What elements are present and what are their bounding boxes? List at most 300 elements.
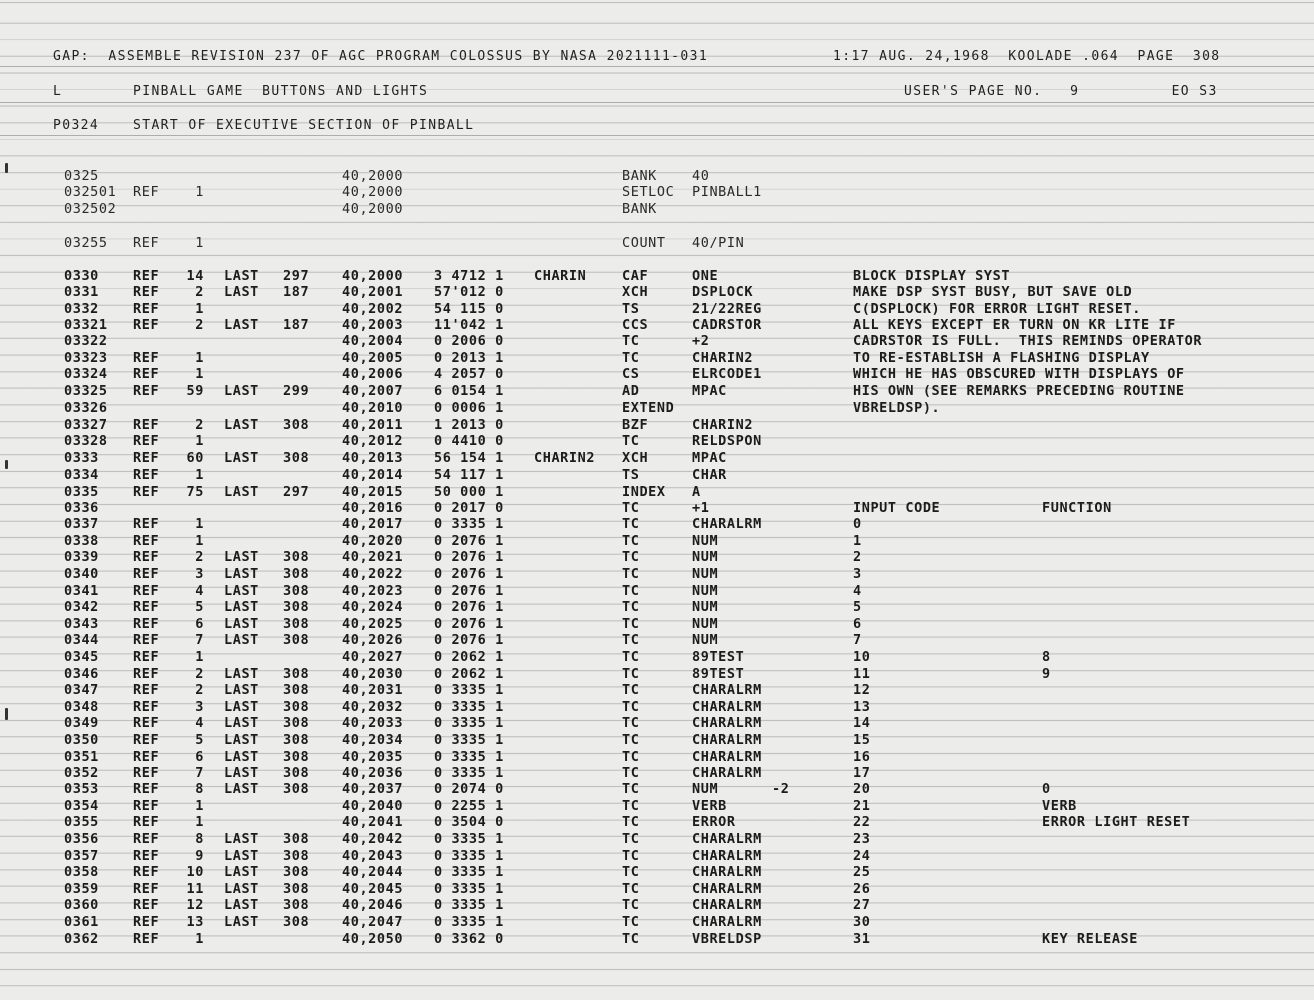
operand: CHARALRM: [692, 715, 762, 731]
listing-row: [0, 682, 1314, 698]
listing-row: [0, 831, 1314, 847]
address: 40,2035: [342, 749, 404, 765]
octal-code: 0 3362 0: [434, 931, 504, 947]
last-tag: LAST: [224, 632, 259, 648]
comment: 15: [853, 732, 871, 748]
ref-count: 11: [186, 881, 204, 897]
listing-row: [0, 184, 1314, 200]
address: 40,2011: [342, 417, 404, 433]
octal-code: 0 3335 1: [434, 682, 504, 698]
last-tag: LAST: [224, 914, 259, 930]
loc: 0349: [64, 715, 99, 731]
opcode: TC: [622, 632, 640, 648]
address: 40,2000: [342, 168, 404, 184]
last-page: 308: [283, 732, 310, 748]
ref: REF: [133, 516, 160, 532]
address: 40,2045: [342, 881, 404, 897]
operand: CADRSTOR: [692, 317, 762, 333]
octal-code: 0 3335 1: [434, 699, 504, 715]
loc: 03323: [64, 350, 108, 366]
address: 40,2020: [342, 533, 404, 549]
last-page: 308: [283, 765, 310, 781]
address: 40,2016: [342, 500, 404, 516]
operand: ONE: [692, 268, 719, 284]
last-page: 297: [283, 484, 310, 500]
octal-code: 56 154 1: [434, 450, 504, 466]
comment: 30: [853, 914, 871, 930]
last-page: 308: [283, 781, 310, 797]
comment: 0: [853, 516, 862, 532]
loc: 0360: [64, 897, 99, 913]
ref: REF: [133, 599, 160, 615]
address: 40,2010: [342, 400, 404, 416]
last-page: 308: [283, 616, 310, 632]
section-loc: P0324: [53, 118, 100, 133]
comment: 1: [853, 533, 862, 549]
opcode: TC: [622, 616, 640, 632]
last-page: 308: [283, 549, 310, 565]
ref-count: 5: [195, 599, 204, 615]
last-page: 308: [283, 417, 310, 433]
loc: 0358: [64, 864, 99, 880]
opcode: CS: [622, 366, 640, 382]
ref: REF: [133, 914, 160, 930]
comment-function: 9: [1042, 666, 1051, 682]
operand: CHARALRM: [692, 914, 762, 930]
opcode: TC: [622, 914, 640, 930]
comment: 20: [853, 781, 871, 797]
last-tag: LAST: [224, 417, 259, 433]
ref-count: 75: [186, 484, 204, 500]
last-page: 187: [283, 317, 310, 333]
operand: CHARALRM: [692, 682, 762, 698]
last-tag: LAST: [224, 831, 259, 847]
loc: 0335: [64, 484, 99, 500]
last-tag: LAST: [224, 848, 259, 864]
octal-code: 0 3335 1: [434, 881, 504, 897]
ref-count: 8: [195, 781, 204, 797]
ref: REF: [133, 831, 160, 847]
address: 40,2000: [342, 268, 404, 284]
address: 40,2033: [342, 715, 404, 731]
ref: REF: [133, 484, 160, 500]
octal-code: 6 0154 1: [434, 383, 504, 399]
ref: REF: [133, 533, 160, 549]
operand: CHARALRM: [692, 765, 762, 781]
ref-count: 1: [195, 649, 204, 665]
last-page: 308: [283, 450, 310, 466]
listing-row: [0, 765, 1314, 781]
last-tag: LAST: [224, 383, 259, 399]
loc: 0359: [64, 881, 99, 897]
comment: 3: [853, 566, 862, 582]
ref-count: 1: [195, 184, 204, 200]
octal-code: 0 2255 1: [434, 798, 504, 814]
ref: REF: [133, 699, 160, 715]
octal-code: 1 2013 0: [434, 417, 504, 433]
comment: BLOCK DISPLAY SYST: [853, 268, 1011, 284]
operand: PINBALL1: [692, 184, 762, 200]
operand: 89TEST: [692, 666, 745, 682]
loc: 03322: [64, 333, 108, 349]
loc: 032501: [64, 184, 117, 200]
operand: VERB: [692, 798, 727, 814]
ref-count: 10: [186, 864, 204, 880]
operand: 89TEST: [692, 649, 745, 665]
operand: 40/PIN: [692, 235, 745, 251]
address: 40,2031: [342, 682, 404, 698]
opcode: TS: [622, 467, 640, 483]
date-page-header: 1:17 AUG. 24,1968 KOOLADE .064 PAGE 308: [833, 49, 1221, 64]
last-page: 308: [283, 566, 310, 582]
last-tag: LAST: [224, 864, 259, 880]
loc: 0338: [64, 533, 99, 549]
operand: CHARALRM: [692, 699, 762, 715]
ref: REF: [133, 814, 160, 830]
listing-row: [0, 450, 1314, 466]
loc: 0356: [64, 831, 99, 847]
comment: 31: [853, 931, 871, 947]
octal-code: 0 2074 0: [434, 781, 504, 797]
loc: 0332: [64, 301, 99, 317]
octal-code: 0 3335 1: [434, 732, 504, 748]
address: 40,2036: [342, 765, 404, 781]
ref-count: 2: [195, 666, 204, 682]
last-tag: LAST: [224, 583, 259, 599]
last-page: 308: [283, 632, 310, 648]
opcode: TC: [622, 516, 640, 532]
opcode: SETLOC: [622, 184, 675, 200]
ref-count: 6: [195, 616, 204, 632]
ref: REF: [133, 235, 160, 251]
loc: 0347: [64, 682, 99, 698]
address: 40,2027: [342, 649, 404, 665]
address: 40,2007: [342, 383, 404, 399]
last-page: 297: [283, 268, 310, 284]
comment: ALL KEYS EXCEPT ER TURN ON KR LITE IF: [853, 317, 1176, 333]
opcode: TC: [622, 583, 640, 599]
opcode: TC: [622, 848, 640, 864]
last-page: 308: [283, 897, 310, 913]
ref: REF: [133, 798, 160, 814]
operand: ELRCODE1: [692, 366, 762, 382]
last-page: 308: [283, 599, 310, 615]
octal-code: 0 2076 1: [434, 566, 504, 582]
ref-count: 2: [195, 549, 204, 565]
octal-code: 0 2076 1: [434, 549, 504, 565]
opcode: TC: [622, 333, 640, 349]
listing-row: [0, 201, 1314, 217]
loc: 0362: [64, 931, 99, 947]
operand: CHARALRM: [692, 864, 762, 880]
opcode: TC: [622, 732, 640, 748]
comment: 7: [853, 632, 862, 648]
listing-row: [0, 864, 1314, 880]
label: CHARIN2: [534, 450, 596, 466]
loc: 03327: [64, 417, 108, 433]
octal-code: 11'042 1: [434, 317, 504, 333]
address: 40,2000: [342, 201, 404, 217]
address: 40,2037: [342, 781, 404, 797]
comment: 27: [853, 897, 871, 913]
address: 40,2030: [342, 666, 404, 682]
last-tag: LAST: [224, 616, 259, 632]
operand: NUM: [692, 549, 719, 565]
operand: NUM: [692, 583, 719, 599]
operand: NUM: [692, 632, 719, 648]
ref: REF: [133, 864, 160, 880]
loc: 0357: [64, 848, 99, 864]
ref: REF: [133, 765, 160, 781]
comment: 6: [853, 616, 862, 632]
operand: ERROR: [692, 814, 736, 830]
section-subtitle: START OF EXECUTIVE SECTION OF PINBALL: [133, 118, 475, 133]
opcode: TC: [622, 666, 640, 682]
operand: VBRELDSP: [692, 931, 762, 947]
address: 40,2047: [342, 914, 404, 930]
last-tag: LAST: [224, 549, 259, 565]
address: 40,2024: [342, 599, 404, 615]
loc: 0348: [64, 699, 99, 715]
loc: 0350: [64, 732, 99, 748]
listing-row: [0, 383, 1314, 399]
octal-code: 4 2057 0: [434, 366, 504, 382]
opcode: TS: [622, 301, 640, 317]
listing-row: [0, 350, 1314, 366]
opcode: XCH: [622, 284, 649, 300]
address: 40,2013: [342, 450, 404, 466]
opcode: TC: [622, 831, 640, 847]
ref: REF: [133, 583, 160, 599]
ref: REF: [133, 649, 160, 665]
address: 40,2005: [342, 350, 404, 366]
address: 40,2041: [342, 814, 404, 830]
ref-count: 2: [195, 284, 204, 300]
octal-code: 0 3335 1: [434, 914, 504, 930]
ref-count: 1: [195, 433, 204, 449]
loc: 0344: [64, 632, 99, 648]
comment: 16: [853, 749, 871, 765]
last-tag: LAST: [224, 732, 259, 748]
opcode: TC: [622, 549, 640, 565]
comment: 23: [853, 831, 871, 847]
octal-code: 0 2062 1: [434, 649, 504, 665]
operand: NUM: [692, 616, 719, 632]
opcode: TC: [622, 566, 640, 582]
operand: DSPLOCK: [692, 284, 754, 300]
address: 40,2040: [342, 798, 404, 814]
comment-function: VERB: [1042, 798, 1077, 814]
operand: CHARALRM: [692, 732, 762, 748]
opcode: CAF: [622, 268, 649, 284]
operand: NUM: [692, 599, 719, 615]
listing-row: [0, 914, 1314, 930]
loc: 0354: [64, 798, 99, 814]
operand: MPAC: [692, 383, 727, 399]
listing-row: [0, 484, 1314, 500]
address: 40,2025: [342, 616, 404, 632]
ref: REF: [133, 682, 160, 698]
loc: 0334: [64, 467, 99, 483]
address: 40,2015: [342, 484, 404, 500]
last-page: 308: [283, 699, 310, 715]
ref-count: 1: [195, 467, 204, 483]
octal-code: 0 3335 1: [434, 516, 504, 532]
opcode: BZF: [622, 417, 649, 433]
last-page: 308: [283, 715, 310, 731]
address: 40,2022: [342, 566, 404, 582]
ref: REF: [133, 350, 160, 366]
operand-offset: -2: [772, 781, 790, 797]
last-tag: LAST: [224, 881, 259, 897]
opcode: TC: [622, 881, 640, 897]
last-page: 308: [283, 831, 310, 847]
opcode: EXTEND: [622, 400, 675, 416]
loc: 0340: [64, 566, 99, 582]
listing-row: [0, 533, 1314, 549]
ref: REF: [133, 931, 160, 947]
address: 40,2021: [342, 549, 404, 565]
assembly-header: GAP: ASSEMBLE REVISION 237 OF AGC PROGRAM COLOSSUS BY NASA 2021111-031: [53, 49, 709, 64]
listing-row: [0, 749, 1314, 765]
address: 40,2046: [342, 897, 404, 913]
address: 40,2042: [342, 831, 404, 847]
ref: REF: [133, 715, 160, 731]
octal-code: 0 3335 1: [434, 848, 504, 864]
comment-function: KEY RELEASE: [1042, 931, 1139, 947]
address: 40,2014: [342, 467, 404, 483]
last-tag: LAST: [224, 599, 259, 615]
ref: REF: [133, 467, 160, 483]
octal-code: 3 4712 1: [434, 268, 504, 284]
ref-count: 2: [195, 417, 204, 433]
opcode: COUNT: [622, 235, 666, 251]
loc: 0351: [64, 749, 99, 765]
loc: 0331: [64, 284, 99, 300]
listing-row: [0, 500, 1314, 516]
ref-count: 1: [195, 931, 204, 947]
ref-count: 6: [195, 749, 204, 765]
operand: +1: [692, 500, 710, 516]
ref-count: 60: [186, 450, 204, 466]
listing-row: [0, 848, 1314, 864]
loc: 0337: [64, 516, 99, 532]
ref-count: 4: [195, 583, 204, 599]
ref-count: 8: [195, 831, 204, 847]
octal-code: 0 2013 1: [434, 350, 504, 366]
octal-code: 0 2006 0: [434, 333, 504, 349]
listing-row: [0, 632, 1314, 648]
comment: 24: [853, 848, 871, 864]
listing-row: [0, 666, 1314, 682]
listing-row: [0, 599, 1314, 615]
address: 40,2002: [342, 301, 404, 317]
ref: REF: [133, 732, 160, 748]
opcode: AD: [622, 383, 640, 399]
opcode: INDEX: [622, 484, 666, 500]
last-tag: LAST: [224, 484, 259, 500]
loc: 0352: [64, 765, 99, 781]
opcode: XCH: [622, 450, 649, 466]
ref-count: 9: [195, 848, 204, 864]
ref: REF: [133, 383, 160, 399]
opcode: TC: [622, 649, 640, 665]
comment: 2: [853, 549, 862, 565]
operand: CHARALRM: [692, 897, 762, 913]
loc: 0361: [64, 914, 99, 930]
last-page: 308: [283, 881, 310, 897]
last-page: 308: [283, 749, 310, 765]
listing-row: [0, 616, 1314, 632]
octal-code: 54 117 1: [434, 467, 504, 483]
operand: CHARALRM: [692, 831, 762, 847]
loc: 03325: [64, 383, 108, 399]
octal-code: 0 2076 1: [434, 616, 504, 632]
loc: 032502: [64, 201, 117, 217]
ref-count: 59: [186, 383, 204, 399]
loc: 0339: [64, 549, 99, 565]
ref: REF: [133, 897, 160, 913]
listing-row: [0, 433, 1314, 449]
listing-row: [0, 317, 1314, 333]
last-tag: LAST: [224, 699, 259, 715]
loc: 03324: [64, 366, 108, 382]
listing-row: [0, 931, 1314, 947]
loc: 0346: [64, 666, 99, 682]
comment: C(DSPLOCK) FOR ERROR LIGHT RESET.: [853, 301, 1142, 317]
last-tag: LAST: [224, 897, 259, 913]
ref: REF: [133, 848, 160, 864]
comment: 11: [853, 666, 871, 682]
operand: MPAC: [692, 450, 727, 466]
comment-function: 0: [1042, 781, 1051, 797]
address: 40,2032: [342, 699, 404, 715]
ref-count: 5: [195, 732, 204, 748]
address: 40,2004: [342, 333, 404, 349]
operand: 21/22REG: [692, 301, 762, 317]
listing-row: [0, 798, 1314, 814]
last-tag: LAST: [224, 765, 259, 781]
operand: CHAR: [692, 467, 727, 483]
opcode: TC: [622, 814, 640, 830]
comment-function: FUNCTION: [1042, 500, 1112, 516]
label: CHARIN: [534, 268, 587, 284]
listing-row: [0, 333, 1314, 349]
opcode: TC: [622, 715, 640, 731]
ref-count: 3: [195, 566, 204, 582]
octal-code: 0 2076 1: [434, 583, 504, 599]
loc: 03326: [64, 400, 108, 416]
opcode: TC: [622, 749, 640, 765]
listing-row: [0, 516, 1314, 532]
listing-row: [0, 732, 1314, 748]
listing-row: [0, 699, 1314, 715]
listing-row: [0, 467, 1314, 483]
opcode: CCS: [622, 317, 649, 333]
operand: CHARALRM: [692, 516, 762, 532]
ref-count: 1: [195, 301, 204, 317]
loc: 03321: [64, 317, 108, 333]
opcode: TC: [622, 599, 640, 615]
last-page: 308: [283, 666, 310, 682]
last-tag: LAST: [224, 284, 259, 300]
comment: 10: [853, 649, 871, 665]
rule: [0, 66, 1314, 67]
opcode: TC: [622, 864, 640, 880]
comment: 25: [853, 864, 871, 880]
ref-count: 7: [195, 765, 204, 781]
octal-code: 0 3504 0: [434, 814, 504, 830]
